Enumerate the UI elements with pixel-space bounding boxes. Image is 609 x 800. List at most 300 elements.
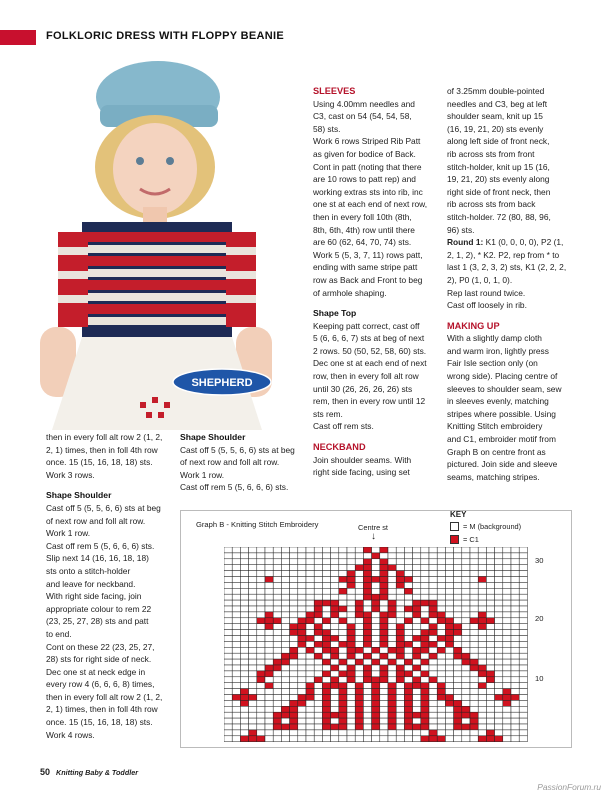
graph-cell-m: [454, 600, 462, 606]
graph-cell-m: [470, 571, 478, 577]
graph-cell-m: [314, 736, 322, 742]
graph-cell-c1: [429, 677, 437, 683]
graph-cell-c1: [331, 606, 339, 612]
right-column: of 3.25mm double-pointed needles and C3, beg at left shoulder seam, knit up 15 (16, 19, 21, 20) sts evenly along left side of front neck, rib across sts from front stitch-holder, knit up 15 (16, 19, 21, 20) sts evenly along right side of front neck, then rib across sts from back stitch-holder. 72 (80, 88, 96, 96) sts. Round 1: K1 (0, 0, 0, 0), P2 (1, 2, 1, 2), * K2. P2, rep from * to last 1 (3, 2, 3, 2) sts, K1 (2, 2, 2, 2), P0 (1, 0, 1, 0). Rep last round twice. Cast off loosely in rib. MAKING UP With a slightly damp cloth and warm iron, lightly press Fair Isle section only (on wrong side). Placing centre of sleeves to shoulder seam, sew in sleeves evenly, matching stripes where possible. Using Knitting Stitch embroidery and C1, embroider motif from Graph B on centre front as pictured. Join side and sleeve seams, matching stripes.: [447, 85, 582, 483]
graph-cell-m: [429, 588, 437, 594]
graph-cell-m: [495, 618, 503, 624]
graph-cell-m: [224, 624, 232, 630]
graph-cell-c1: [454, 706, 462, 712]
graph-cell-m: [265, 553, 273, 559]
graph-cell-m: [437, 630, 445, 636]
graph-cell-m: [462, 671, 470, 677]
graph-cell-m: [298, 659, 306, 665]
graph-cell-m: [281, 553, 289, 559]
graph-cell-m: [281, 547, 289, 553]
graph-cell-m: [437, 594, 445, 600]
graph-cell-m: [421, 565, 429, 571]
graph-cell-m: [478, 606, 486, 612]
graph-cell-c1: [372, 706, 380, 712]
graph-cell-m: [249, 671, 257, 677]
graph-cell-c1: [339, 659, 347, 665]
graph-cell-c1: [486, 677, 494, 683]
graph-cell-m: [298, 689, 306, 695]
graph-cell-c1: [429, 606, 437, 612]
graph-cell-m: [413, 630, 421, 636]
graph-cell-m: [265, 647, 273, 653]
graph-cell-m: [404, 647, 412, 653]
graph-cell-c1: [388, 712, 396, 718]
graph-cell-c1: [322, 636, 330, 642]
graph-cell-m: [462, 618, 470, 624]
graph-cell-m: [478, 559, 486, 565]
graph-cell-m: [298, 600, 306, 606]
graph-cell-m: [519, 659, 527, 665]
graph-cell-m: [486, 641, 494, 647]
graph-cell-c1: [306, 636, 314, 642]
graph-cell-c1: [331, 712, 339, 718]
graph-cell-c1: [306, 618, 314, 624]
graph-cell-c1: [437, 683, 445, 689]
graph-cell-m: [322, 665, 330, 671]
graph-cell-m: [421, 653, 429, 659]
graph-cell-m: [388, 653, 396, 659]
graph-cell-c1: [273, 618, 281, 624]
graph-cell-c1: [290, 630, 298, 636]
graph-cell-m: [486, 588, 494, 594]
graph-cell-m: [470, 612, 478, 618]
shape-shoulder-heading-2: Shape Shoulder: [180, 432, 246, 442]
graph-cell-c1: [331, 647, 339, 653]
graph-cell-m: [445, 577, 453, 583]
graph-cell-m: [495, 641, 503, 647]
graph-cell-m: [511, 630, 519, 636]
graph-cell-m: [240, 547, 248, 553]
graph-cell-c1: [495, 695, 503, 701]
chart-title: Graph B - Knitting Stitch Embroidery: [196, 520, 319, 529]
graph-cell-m: [232, 559, 240, 565]
graph-cell-c1: [396, 577, 404, 583]
graph-cell-m: [224, 671, 232, 677]
graph-cell-m: [339, 559, 347, 565]
graph-cell-m: [462, 594, 470, 600]
graph-cell-m: [265, 730, 273, 736]
graph-cell-c1: [355, 565, 363, 571]
graph-cell-c1: [421, 659, 429, 665]
graph-cell-m: [224, 618, 232, 624]
graph-cell-c1: [314, 624, 322, 630]
graph-cell-m: [511, 565, 519, 571]
graph-cell-m: [306, 712, 314, 718]
graph-cell-m: [224, 659, 232, 665]
graph-cell-c1: [290, 718, 298, 724]
graph-cell-m: [503, 730, 511, 736]
graph-cell-m: [445, 671, 453, 677]
graph-cell-m: [290, 547, 298, 553]
graph-cell-m: [281, 665, 289, 671]
graph-cell-c1: [314, 612, 322, 618]
graph-cell-m: [429, 594, 437, 600]
graph-cell-m: [331, 588, 339, 594]
graph-cell-c1: [240, 689, 248, 695]
graph-cell-c1: [462, 659, 470, 665]
graph-cell-m: [298, 671, 306, 677]
graph-cell-m: [445, 653, 453, 659]
graph-cell-m: [331, 736, 339, 742]
graph-cell-m: [306, 606, 314, 612]
graph-cell-c1: [404, 577, 412, 583]
graph-cell-m: [413, 588, 421, 594]
graph-cell-m: [355, 618, 363, 624]
graph-cell-c1: [331, 600, 339, 606]
graph-cell-m: [478, 700, 486, 706]
graph-cell-m: [519, 553, 527, 559]
graph-cell-c1: [331, 653, 339, 659]
graph-cell-m: [519, 624, 527, 630]
graph-cell-m: [306, 665, 314, 671]
graph-cell-m: [232, 636, 240, 642]
graph-cell-c1: [322, 600, 330, 606]
graph-cell-m: [224, 606, 232, 612]
graph-cell-m: [445, 559, 453, 565]
graph-cell-m: [478, 630, 486, 636]
graph-cell-m: [331, 689, 339, 695]
graph-cell-m: [257, 659, 265, 665]
graph-cell-m: [290, 736, 298, 742]
graph-cell-m: [388, 736, 396, 742]
graph-cell-m: [413, 641, 421, 647]
graph-cell-m: [290, 612, 298, 618]
graph-cell-m: [495, 588, 503, 594]
graph-cell-c1: [322, 724, 330, 730]
graph-cell-m: [257, 647, 265, 653]
graph-cell-m: [404, 630, 412, 636]
graph-cell-c1: [388, 612, 396, 618]
graph-cell-m: [478, 712, 486, 718]
graph-cell-c1: [470, 724, 478, 730]
graph-cell-m: [314, 571, 322, 577]
graph-cell-m: [232, 547, 240, 553]
graph-cell-m: [281, 647, 289, 653]
graph-cell-c1: [388, 647, 396, 653]
graph-cell-m: [249, 630, 257, 636]
graph-cell-m: [355, 559, 363, 565]
graph-cell-m: [290, 577, 298, 583]
graph-cell-m: [306, 736, 314, 742]
graph-cell-m: [232, 683, 240, 689]
graph-cell-m: [486, 665, 494, 671]
mid-lower-column: Shape Shoulder Cast off 5 (5, 5, 6, 6) sts at beg of next row and foll alt row. Work 1 row. Cast off rem 5 (5, 6, 6, 6) sts.: [180, 431, 305, 494]
graph-cell-m: [224, 706, 232, 712]
graph-cell-m: [462, 571, 470, 577]
graph-cell-m: [224, 695, 232, 701]
graph-cell-m: [240, 606, 248, 612]
graph-cell-c1: [478, 665, 486, 671]
graph-cell-m: [470, 671, 478, 677]
graph-cell-m: [355, 665, 363, 671]
graph-cell-m: [224, 636, 232, 642]
graph-cell-m: [486, 612, 494, 618]
graph-cell-c1: [273, 659, 281, 665]
graph-cell-m: [298, 730, 306, 736]
graph-cell-m: [240, 665, 248, 671]
graph-cell-m: [470, 624, 478, 630]
graph-cell-m: [478, 706, 486, 712]
graph-cell-m: [413, 718, 421, 724]
graph-cell-m: [511, 577, 519, 583]
graph-cell-m: [413, 730, 421, 736]
graph-cell-m: [413, 559, 421, 565]
graph-cell-m: [265, 641, 273, 647]
graph-cell-m: [249, 689, 257, 695]
graph-cell-m: [240, 671, 248, 677]
graph-cell-m: [355, 636, 363, 642]
graph-cell-m: [347, 553, 355, 559]
graph-cell-m: [232, 618, 240, 624]
graph-cell-c1: [388, 565, 396, 571]
graph-cell-m: [331, 565, 339, 571]
graph-cell-c1: [363, 571, 371, 577]
neckband-continued: of 3.25mm double-pointed needles and C3, beg at left shoulder seam, knit up 15 (16, 19, 21, 20) sts evenly along left side of front neck, rib across sts from front stitch-holder, knit up 15 (16, 19, 21, 20) sts evenly along right side of front neck, then rib across sts from back stitch-holder. 72 (80, 88, 96, 96) sts.: [447, 86, 551, 235]
graph-cell-c1: [355, 689, 363, 695]
graph-cell-m: [445, 588, 453, 594]
graph-cell-c1: [486, 736, 494, 742]
graph-cell-m: [511, 653, 519, 659]
graph-cell-m: [257, 641, 265, 647]
graph-cell-m: [413, 671, 421, 677]
graph-cell-m: [421, 594, 429, 600]
graph-cell-m: [413, 706, 421, 712]
graph-cell-m: [322, 653, 330, 659]
graph-cell-m: [421, 665, 429, 671]
graph-cell-m: [257, 624, 265, 630]
graph-cell-m: [257, 636, 265, 642]
graph-cell-m: [388, 671, 396, 677]
graph-cell-m: [249, 553, 257, 559]
graph-cell-m: [445, 665, 453, 671]
graph-cell-m: [421, 677, 429, 683]
graph-cell-c1: [314, 641, 322, 647]
graph-cell-m: [396, 553, 404, 559]
graph-cell-m: [355, 577, 363, 583]
graph-cell-m: [429, 582, 437, 588]
graph-cell-m: [355, 641, 363, 647]
graph-cell-m: [503, 559, 511, 565]
graph-cell-m: [495, 665, 503, 671]
graph-cell-m: [322, 571, 330, 577]
graph-cell-m: [380, 689, 388, 695]
graph-cell-m: [429, 724, 437, 730]
graph-cell-c1: [388, 700, 396, 706]
graph-cell-c1: [240, 736, 248, 742]
graph-cell-m: [249, 683, 257, 689]
graph-cell-m: [249, 606, 257, 612]
key-row-background: = M (background): [450, 522, 521, 531]
graph-cell-m: [355, 736, 363, 742]
graph-cell-c1: [339, 706, 347, 712]
graph-cell-c1: [421, 683, 429, 689]
graph-cell-m: [396, 724, 404, 730]
graph-cell-c1: [380, 636, 388, 642]
graph-cell-m: [445, 594, 453, 600]
graph-cell-m: [314, 618, 322, 624]
graph-cell-m: [224, 718, 232, 724]
graph-cell-c1: [298, 624, 306, 630]
graph-cell-m: [331, 577, 339, 583]
graph-cell-m: [511, 624, 519, 630]
graph-cell-c1: [298, 695, 306, 701]
graph-cell-c1: [429, 630, 437, 636]
graph-cell-m: [355, 730, 363, 736]
graph-cell-m: [339, 547, 347, 553]
graph-cell-m: [511, 553, 519, 559]
graph-cell-c1: [331, 665, 339, 671]
graph-cell-c1: [372, 700, 380, 706]
graph-cell-m: [519, 647, 527, 653]
graph-cell-c1: [298, 641, 306, 647]
graph-cell-m: [298, 647, 306, 653]
graph-cell-m: [372, 559, 380, 565]
graph-cell-c1: [355, 647, 363, 653]
graph-cell-m: [429, 647, 437, 653]
graph-cell-c1: [404, 641, 412, 647]
graph-cell-m: [388, 630, 396, 636]
graph-cell-m: [322, 624, 330, 630]
graph-cell-m: [314, 718, 322, 724]
graph-cell-m: [249, 565, 257, 571]
graph-cell-m: [437, 724, 445, 730]
graph-cell-m: [462, 665, 470, 671]
graph-cell-m: [511, 618, 519, 624]
graph-cell-m: [404, 665, 412, 671]
graph-cell-m: [314, 706, 322, 712]
graph-cell-m: [232, 706, 240, 712]
graph-cell-c1: [290, 647, 298, 653]
graph-cell-m: [232, 718, 240, 724]
graph-cell-c1: [421, 712, 429, 718]
graph-cell-c1: [339, 724, 347, 730]
graph-cell-c1: [363, 582, 371, 588]
graph-cell-m: [355, 588, 363, 594]
graph-cell-m: [388, 571, 396, 577]
graph-cell-c1: [421, 618, 429, 624]
graph-cell-c1: [306, 689, 314, 695]
graph-cell-c1: [429, 612, 437, 618]
graph-cell-m: [240, 730, 248, 736]
graph-cell-m: [298, 712, 306, 718]
graph-cell-m: [363, 647, 371, 653]
graph-cell-c1: [396, 582, 404, 588]
graph-cell-m: [290, 689, 298, 695]
graph-cell-m: [495, 630, 503, 636]
graph-cell-m: [314, 700, 322, 706]
graph-cell-m: [454, 659, 462, 665]
graph-cell-c1: [388, 600, 396, 606]
graph-cell-m: [298, 612, 306, 618]
graph-cell-m: [339, 624, 347, 630]
graph-cell-c1: [372, 695, 380, 701]
graph-cell-c1: [249, 730, 257, 736]
graph-cell-c1: [314, 600, 322, 606]
graph-cell-m: [322, 736, 330, 742]
graph-cell-m: [495, 653, 503, 659]
graph-cell-m: [257, 683, 265, 689]
graph-cell-c1: [478, 624, 486, 630]
graph-cell-m: [503, 588, 511, 594]
graph-cell-c1: [265, 577, 273, 583]
graph-cell-m: [232, 582, 240, 588]
graph-cell-m: [363, 730, 371, 736]
graph-cell-m: [257, 700, 265, 706]
graph-cell-m: [298, 547, 306, 553]
graph-cell-m: [347, 606, 355, 612]
graph-cell-m: [380, 730, 388, 736]
graph-cell-m: [232, 571, 240, 577]
graph-cell-c1: [404, 724, 412, 730]
graph-cell-c1: [363, 671, 371, 677]
graph-cell-m: [404, 612, 412, 618]
graph-cell-m: [388, 665, 396, 671]
graph-cell-c1: [372, 689, 380, 695]
graph-cell-m: [454, 736, 462, 742]
graph-cell-c1: [232, 695, 240, 701]
graph-cell-m: [347, 659, 355, 665]
page-title: FOLKLORIC DRESS WITH FLOPPY BEANIE: [46, 30, 284, 42]
graph-cell-m: [462, 582, 470, 588]
graph-cell-m: [224, 588, 232, 594]
graph-cell-m: [421, 582, 429, 588]
graph-cell-m: [314, 582, 322, 588]
graph-cell-c1: [265, 624, 273, 630]
graph-cell-m: [429, 565, 437, 571]
graph-cell-m: [503, 612, 511, 618]
graph-cell-m: [281, 618, 289, 624]
graph-cell-m: [355, 653, 363, 659]
graph-cell-m: [314, 665, 322, 671]
graph-cell-m: [322, 565, 330, 571]
graph-cell-m: [437, 718, 445, 724]
graph-cell-m: [519, 565, 527, 571]
graph-cell-c1: [404, 689, 412, 695]
graph-cell-m: [224, 612, 232, 618]
graph-cell-m: [396, 547, 404, 553]
graph-cell-m: [437, 730, 445, 736]
graph-cell-m: [347, 683, 355, 689]
shape-top-text: Keeping patt correct, cast off 5 (6, 6, 6, 7) sts at beg of next 2 rows. 50 (50, 52, 58, 60) sts. Dec one st at each end of next row, then in every foll alt row until 30 (26, 26, 26, 26) sts rem, then in every row until 12 sts rem. Cast off rem sts.: [313, 320, 427, 432]
graph-cell-m: [224, 653, 232, 659]
graph-cell-c1: [372, 718, 380, 724]
graph-cell-m: [347, 695, 355, 701]
graph-cell-c1: [281, 706, 289, 712]
graph-cell-c1: [363, 547, 371, 553]
graph-cell-m: [347, 736, 355, 742]
graph-cell-m: [249, 612, 257, 618]
graph-cell-c1: [347, 571, 355, 577]
graph-cell-m: [224, 594, 232, 600]
graph-cell-m: [511, 683, 519, 689]
graph-cell-c1: [454, 647, 462, 653]
graph-cell-c1: [281, 724, 289, 730]
graph-cell-m: [454, 677, 462, 683]
graph-cell-m: [240, 683, 248, 689]
graph-cell-m: [454, 559, 462, 565]
graph-cell-c1: [322, 683, 330, 689]
graph-cell-m: [380, 706, 388, 712]
graph-cell-m: [322, 588, 330, 594]
graph-cell-c1: [404, 712, 412, 718]
graph-cell-m: [306, 641, 314, 647]
graph-cell-m: [495, 718, 503, 724]
graph-cell-m: [511, 547, 519, 553]
